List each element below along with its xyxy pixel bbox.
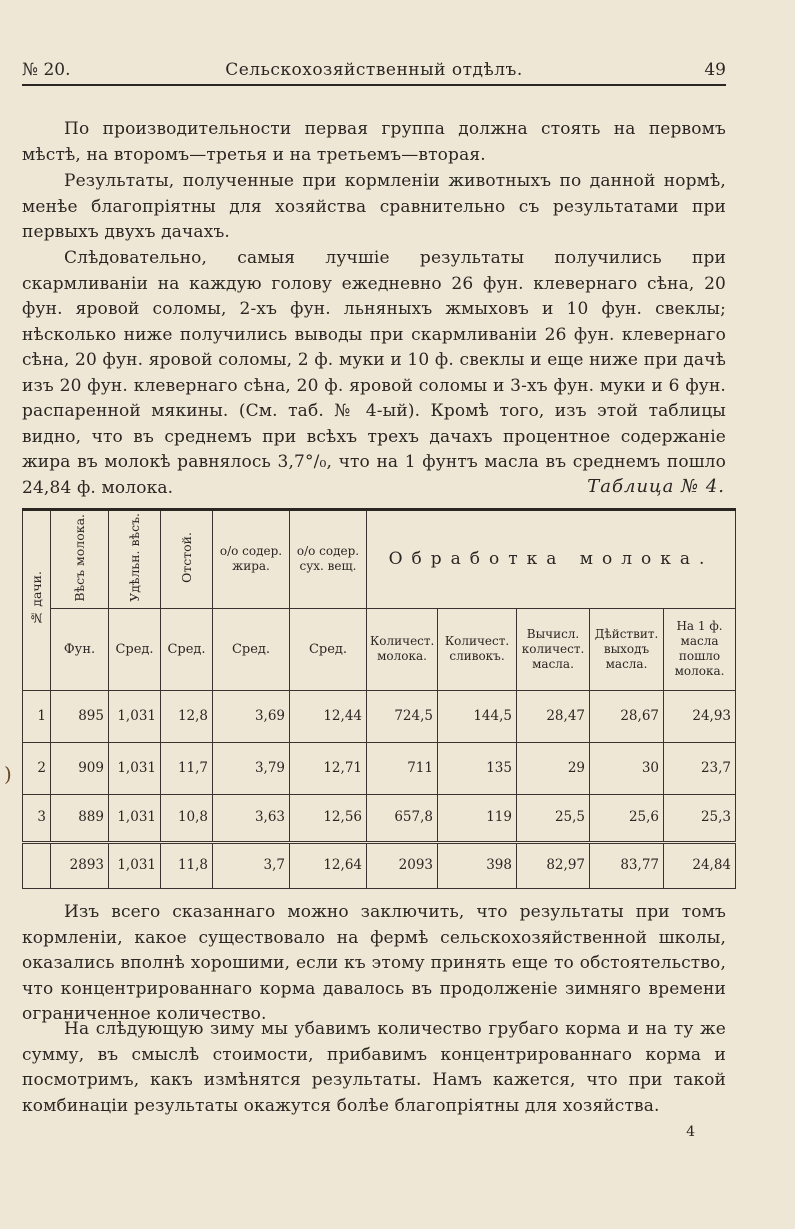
cell-vych: 25,5: [517, 794, 590, 842]
cell-vych: 29: [517, 742, 590, 794]
paragraph-5: На слѣдующую зиму мы убавимъ количество грубаго корма и на ту же сумму, въ смыслѣ стоимости, прибавимъ концентрированнаго корма и посмотримъ, какъ измѣнятся результаты. Намъ кажется, что при такой комбинаціи результаты окажутся болѣе благопріятны для хозяйства.: [22, 1019, 726, 1116]
cell-ves: 2893: [51, 842, 109, 888]
paragraph-2: Результаты, полученные при кормленіи животныхъ по данной нормѣ, менѣе благопріятны для хозяйства сравнительно съ результатами при первыхъ двухъ дачахъ.: [22, 171, 726, 242]
milk-processing-table: [22, 508, 736, 889]
cell-kol-moloka: 724,5: [367, 690, 438, 742]
cell-deystv: 83,77: [590, 842, 664, 888]
table-row: [23, 690, 736, 742]
cell-sukh: 12,71: [290, 742, 367, 794]
page-number: 49: [704, 60, 726, 80]
cell-ves: 889: [51, 794, 109, 842]
cell-sukh: 12,56: [290, 794, 367, 842]
paragraph-4: Изъ всего сказаннаго можно заключить, что результаты при томъ кормленіи, какое существовало на фермѣ сельскохозяйственной школы, оказались вполнѣ хорошими, если къ этому принять еще то обстоятельство, что концентрированнаго корма давалось въ продолженіе зимняго времени ограниченное количество.: [22, 902, 726, 1024]
cell-deystv: 28,67: [590, 690, 664, 742]
cell-kol-slivok: 398: [438, 842, 517, 888]
cell-sukh: 12,44: [290, 690, 367, 742]
cell-zhir: 3,69: [213, 690, 290, 742]
table-row: [23, 794, 736, 842]
issue-number: № 20.: [22, 60, 71, 80]
header-vych: Вычисл. количест. масла.: [517, 608, 590, 690]
cell-na1: 23,7: [664, 742, 736, 794]
cell-sukh: 12,64: [290, 842, 367, 888]
cell-udel: 1,031: [109, 794, 161, 842]
cell-kol-slivok: 144,5: [438, 690, 517, 742]
cell-na1: 24,93: [664, 690, 736, 742]
cell-deystv: 30: [590, 742, 664, 794]
table-row: [23, 742, 736, 794]
cell-otstoy: 10,8: [161, 794, 213, 842]
header-na1: На 1 ф. масла пошло молока.: [664, 608, 736, 690]
cell-dacha: 2: [23, 742, 51, 794]
header-otstoy: Отстой.: [161, 510, 213, 609]
header-udel: Удѣльн. вѣсъ.: [109, 510, 161, 609]
cell-na1: 24,84: [664, 842, 736, 888]
unit-sukh: Сред.: [290, 608, 367, 690]
cell-zhir: 3,7: [213, 842, 290, 888]
unit-zhir: Сред.: [213, 608, 290, 690]
header-kol-slivok: Количест. сливокъ.: [438, 608, 517, 690]
cell-dacha: [23, 842, 51, 888]
cell-kol-moloka: 711: [367, 742, 438, 794]
header-sukh: o/o содер. сух. вещ.: [290, 510, 367, 609]
cell-dacha: 1: [23, 690, 51, 742]
unit-ves: Фун.: [51, 608, 109, 690]
cell-otstoy: 11,7: [161, 742, 213, 794]
header-kol-moloka: Количест. молока.: [367, 608, 438, 690]
cell-kol-moloka: 2093: [367, 842, 438, 888]
cell-vych: 82,97: [517, 842, 590, 888]
table-total-row: [23, 842, 736, 888]
cell-na1: 25,3: [664, 794, 736, 842]
table-caption: Таблица № 4.: [587, 476, 725, 497]
cell-udel: 1,031: [109, 842, 161, 888]
paragraph-1: По производительности первая группа должна стоять на первомъ мѣстѣ, на второмъ—третья и на третьемъ—вторая.: [22, 119, 726, 165]
cell-kol-slivok: 119: [438, 794, 517, 842]
cell-zhir: 3,79: [213, 742, 290, 794]
cell-ves: 909: [51, 742, 109, 794]
cell-otstoy: 12,8: [161, 690, 213, 742]
paragraph-3: Слѣдовательно, самыя лучшіе результаты получились при скармливаніи на каждую голову ежедневно 26 фун. клевернаго сѣна, 20 фун. яровой соломы, 2-хъ фун. льняныхъ жмыховъ и 10 фун. свеклы; нѣсколько ниже получились выводы при скармливаніи 26 фун. клевернаго сѣна, 20 фун. яровой соломы, 2 ф. муки и 10 ф. свеклы и еще ниже при дачѣ изъ 20 фун. клевернаго сѣна, 20 ф. яровой соломы и 3-хъ фун. муки и 6 фун. распаренной мякины. (См. таб. № 4-ый). Кромѣ того, изъ этой таблицы видно, что въ среднемъ при всѣхъ трехъ дачахъ процентное содержаніе жира въ молокѣ равнялось 3,7°/₀, что на 1 фунтъ масла въ среднемъ пошло 24,84 ф. молока.: [22, 248, 726, 498]
header-group-obrabotka: Обработка молока.: [367, 510, 736, 609]
header-zhir: o/o содер. жира.: [213, 510, 290, 609]
cell-kol-moloka: 657,8: [367, 794, 438, 842]
cell-dacha: 3: [23, 794, 51, 842]
unit-udel: Сред.: [109, 608, 161, 690]
signature-number: 4: [686, 1124, 695, 1140]
cell-vych: 28,47: [517, 690, 590, 742]
cell-otstoy: 11,8: [161, 842, 213, 888]
cell-deystv: 25,6: [590, 794, 664, 842]
cell-zhir: 3,63: [213, 794, 290, 842]
cell-udel: 1,031: [109, 742, 161, 794]
header-ves: Вѣсъ молока.: [51, 510, 109, 609]
cell-kol-slivok: 135: [438, 742, 517, 794]
header-dacha: № дачи.: [23, 510, 51, 691]
cell-ves: 895: [51, 690, 109, 742]
cell-udel: 1,031: [109, 690, 161, 742]
unit-otstoy: Сред.: [161, 608, 213, 690]
margin-mark: ): [4, 762, 12, 786]
running-head: [22, 58, 726, 86]
section-title: Сельскохозяйственный отдѣлъ.: [225, 60, 523, 80]
header-deystv: Дѣйствит. выходъ масла.: [590, 608, 664, 690]
